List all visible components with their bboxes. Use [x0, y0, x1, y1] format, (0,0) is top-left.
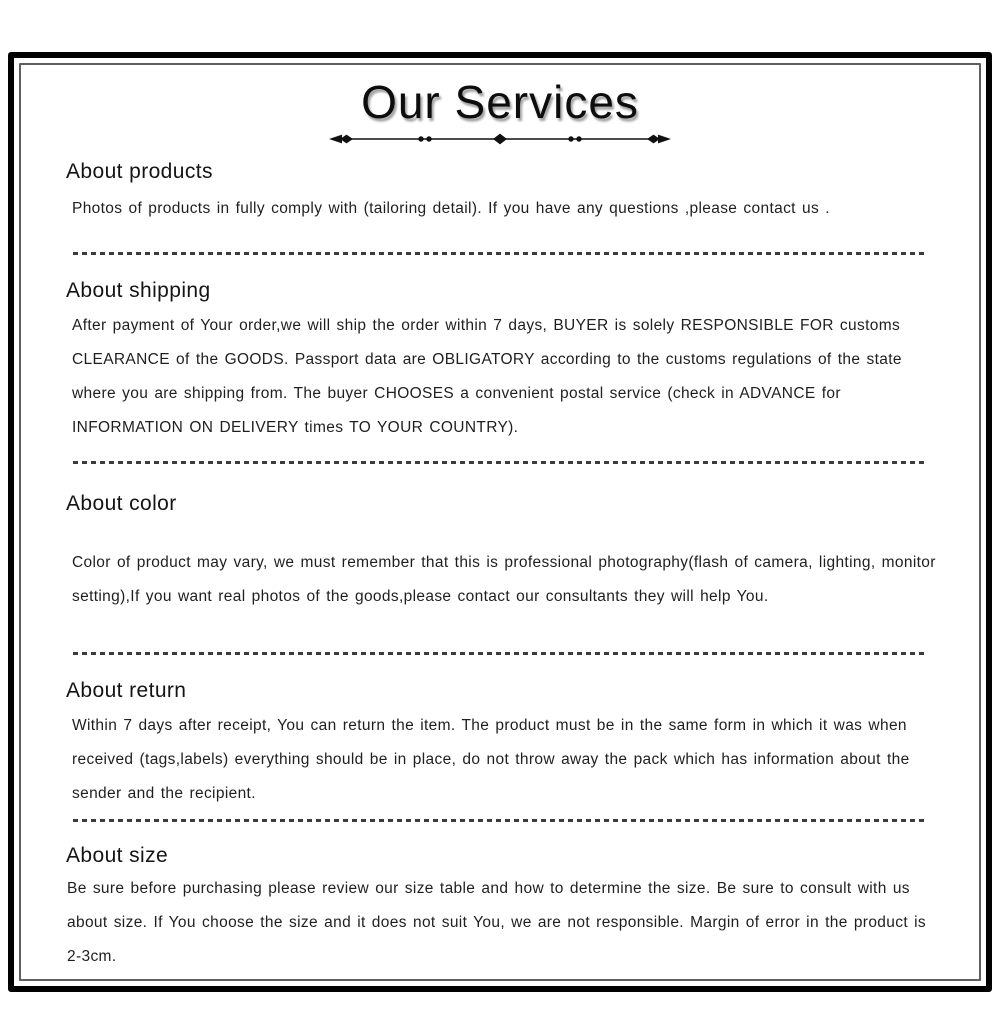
section-heading-products: About products — [66, 160, 213, 183]
section-body-size: Be sure before purchasing please review our size table and how to determine the size. Be sure to consult with us about size. If You choose the size and it does not suit You, we are not responsible. Margin of error in the product is 2-3cm. — [67, 880, 927, 965]
dashed-separator — [73, 652, 928, 655]
title-divider-ornament-icon — [329, 130, 671, 148]
section-body-color: Color of product may vary, we must remember that this is professional photography(flash of camera, lighting, monitor setting),If you want real photos of the goods,please contact our consultants they will help You. — [72, 554, 936, 605]
dashed-separator — [73, 252, 928, 255]
dashed-separator — [73, 461, 928, 464]
section-about-size — [21, 842, 979, 974]
section-about-return — [21, 677, 979, 811]
section-heading-size: About size — [66, 844, 169, 867]
section-body-shipping: After payment of Your order,we will ship the order within 7 days, BUYER is solely RESPONSIBLE FOR customs CLEARANCE of the GOODS. Passport data are OBLIGATORY according to the customs regulations of the state where you are shipping from. The buyer CHOOSES a convenient postal service (check in ADVANCE for INFORMATION ON DELIVERY times TO YOUR COUNTRY). — [72, 317, 902, 436]
section-about-color — [21, 490, 979, 614]
page-border-inner — [19, 63, 981, 981]
section-heading-color: About color — [66, 492, 177, 515]
page-header — [21, 77, 979, 148]
section-about-products — [21, 158, 979, 226]
section-heading-shipping: About shipping — [66, 279, 211, 302]
section-body-products: Photos of products in fully comply with (tailoring detail). If you have any questions ,please contact us . — [72, 200, 830, 217]
page-title: Our Services — [361, 76, 639, 128]
section-about-shipping — [21, 277, 979, 445]
dashed-separator — [73, 819, 928, 822]
section-heading-return: About return — [66, 679, 187, 702]
page-border-frame — [8, 52, 992, 992]
section-body-return: Within 7 days after receipt, You can return the item. The product must be in the same form in which it was when received (tags,labels) everything should be in place, do not throw away the pack which has information about the sender and the recipient. — [72, 717, 910, 802]
